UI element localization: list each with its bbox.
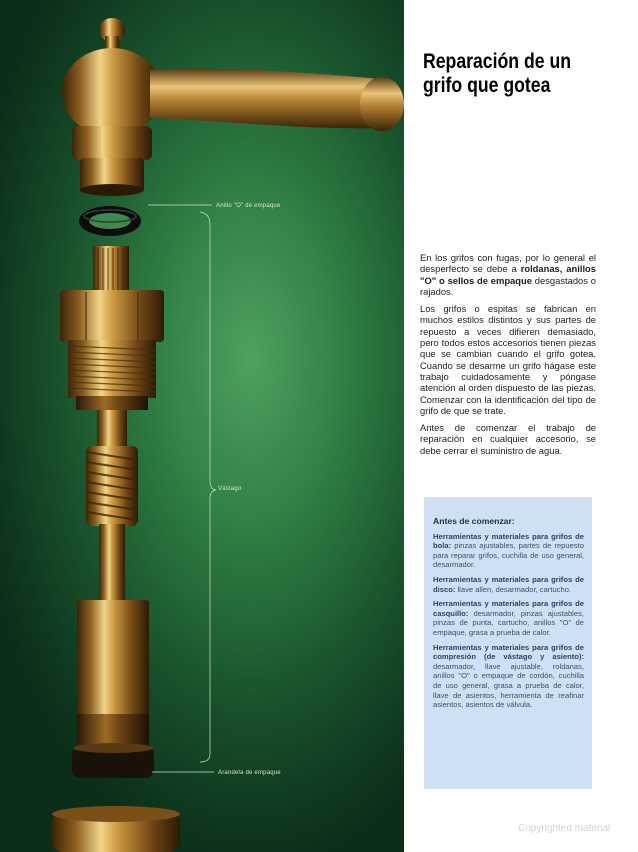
title-line-2: grifo que gotea [423, 74, 551, 97]
intro-p1-end: desgastados o rajados. [420, 274, 596, 297]
box-item-text: llave allen, desarmador, cartucho. [455, 584, 572, 594]
o-ring [79, 206, 141, 236]
before-you-start-box [424, 497, 592, 789]
box-item-label: Herramientas y materiales para grifos de compresión (de vástago y asiento): [433, 642, 584, 662]
box-item-label: Herramientas y materiales para grifos de casquillo: [433, 599, 584, 618]
box-heading: Antes de comenzar: [433, 516, 515, 526]
intro-p1-start: En los grifos con fugas, por lo general el desperfecto se debe a [420, 252, 596, 275]
box-item-text: pinzas ajustables, partes de repuesto para reparar grifos, cuchilla de uso general, desarmador. [433, 541, 584, 570]
box-item [433, 532, 584, 570]
page-title [423, 50, 621, 98]
box-item [433, 643, 584, 710]
intro-paragraph-2: Los grifos o espitas se fabrican en muchos estilos distintos y sus partes de repuesto a veces difieren demasiado, pero todos estos accesorios tienen piezas que se cambian cuando el grifo gotea. Cuando se desarme un grifo hágase este trabajo cuidadosamente y póngase atención al orden dispuesto de las piezas. Comenzar con la identificación del tipo de grifo de que se trate. [420, 303, 596, 416]
intro-paragraph-1 [420, 252, 596, 297]
intro-p1-bold: roldanas, anillos "O" o sellos de empaque [420, 263, 596, 286]
callout-o-ring: Anillo "O" de empaque [216, 203, 281, 209]
faucet-handle [62, 18, 404, 196]
box-item [433, 599, 584, 637]
box-item [433, 575, 584, 594]
callout-stem: Vástago [218, 486, 242, 492]
valve-stem [60, 246, 164, 778]
box-item-text: desarmador, llave ajustable, roldanas, anillos "O" o empaque de cordón, cuchilla de uso general, grasa a prueba de calor, llave de asientos, herramienta de reafinar asientos, asientos de válvula. [433, 661, 584, 710]
copyright-watermark: Copyrighted material [518, 823, 611, 834]
title-line-1: Reparación de un [423, 50, 572, 73]
box-item-label: Herramientas y materiales para grifos de bola: [433, 531, 584, 551]
box-item-label: Herramientas y materiales para grifos de disco: [433, 574, 584, 594]
intro-text [420, 252, 596, 462]
intro-paragraph-3: Antes de comenzar el trabajo de reparación en cualquier accesorio, se debe cerrar el suministro de agua. [420, 422, 596, 456]
box-item-text: desarmador, pinzas ajustables, pinzas de punta, cartucho, anillos "O" de empaque, grasa a prueba de calor. [433, 608, 584, 637]
valve-seat [52, 806, 180, 852]
callout-washer: Arandela de empaque [218, 770, 281, 776]
